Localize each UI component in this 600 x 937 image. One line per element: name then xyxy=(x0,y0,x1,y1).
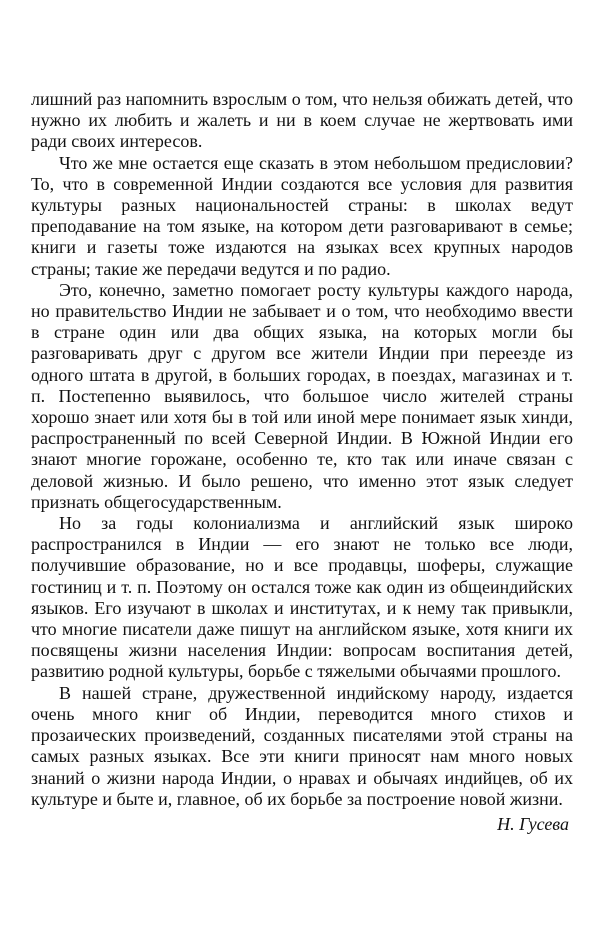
paragraph-5: В нашей стране, дружественной индийскому народу, издается очень много книг об Индии, переводится много стихов и прозаических произведений, созданных писателями этой страны на самых разных языках. Все эти книги приносят нам много новых знаний о жизни народа Индии, о нравах и обычаях индийцев, об их культуре и быте и, главное, об их борьбе за построение новой жизни. xyxy=(31,682,573,809)
page-text-block xyxy=(31,89,573,835)
author-signature: Н. Гусева xyxy=(497,813,569,834)
paragraph-1: лишний раз напомнить взрослым о том, что нельзя обижать детей, что нужно их любить и жалеть и ни в коем случае не жертвовать ими ради своих интересов. xyxy=(31,89,573,152)
paragraph-4: Но за годы колониализма и английский язык широко распространился в Индии — его знают не только все люди, получившие образование, но и все продавцы, шоферы, служащие гостиниц и т. п. Поэтому он остался тоже как один из общеиндийских языков. Его изучают в школах и институтах, и к нему так привыкли, что многие писатели даже пишут на английском языке, хотя книги их посвящены жизни населения Индии: вопросам воспитания детей, развитию родной культуры, борьбе с тяжелыми обычаями прошлого. xyxy=(31,513,573,682)
paragraph-3: Это, конечно, заметно помогает росту культуры каждого народа, но правительство Индии не забывает и о том, что необходимо ввести в стране один или два общих языка, на которых могли бы разговаривать друг с другом все жители Индии при переезде из одного штата в другой, в больших городах, в поездах, магазинах и т. п. Постепенно выявилось, что большое число жителей страны хорошо знает или хотя бы в той или иной мере понимает язык хинди, распространенный по всей Северной Индии. В Южной Индии его знают многие горожане, особенно те, кто так или иначе связан с деловой жизнью. И было решено, что именно этот язык следует признать общегосударственным. xyxy=(31,279,573,512)
paragraph-2: Что же мне остается еще сказать в этом небольшом предисловии? То, что в современной Индии создаются все условия для развития культуры разных национальностей страны: в школах ведут преподавание на том языке, на котором дети разговаривают в семье; книги и газеты тоже издаются на языках всех крупных народов страны; такие же передачи ведутся и по радио. xyxy=(31,152,573,279)
